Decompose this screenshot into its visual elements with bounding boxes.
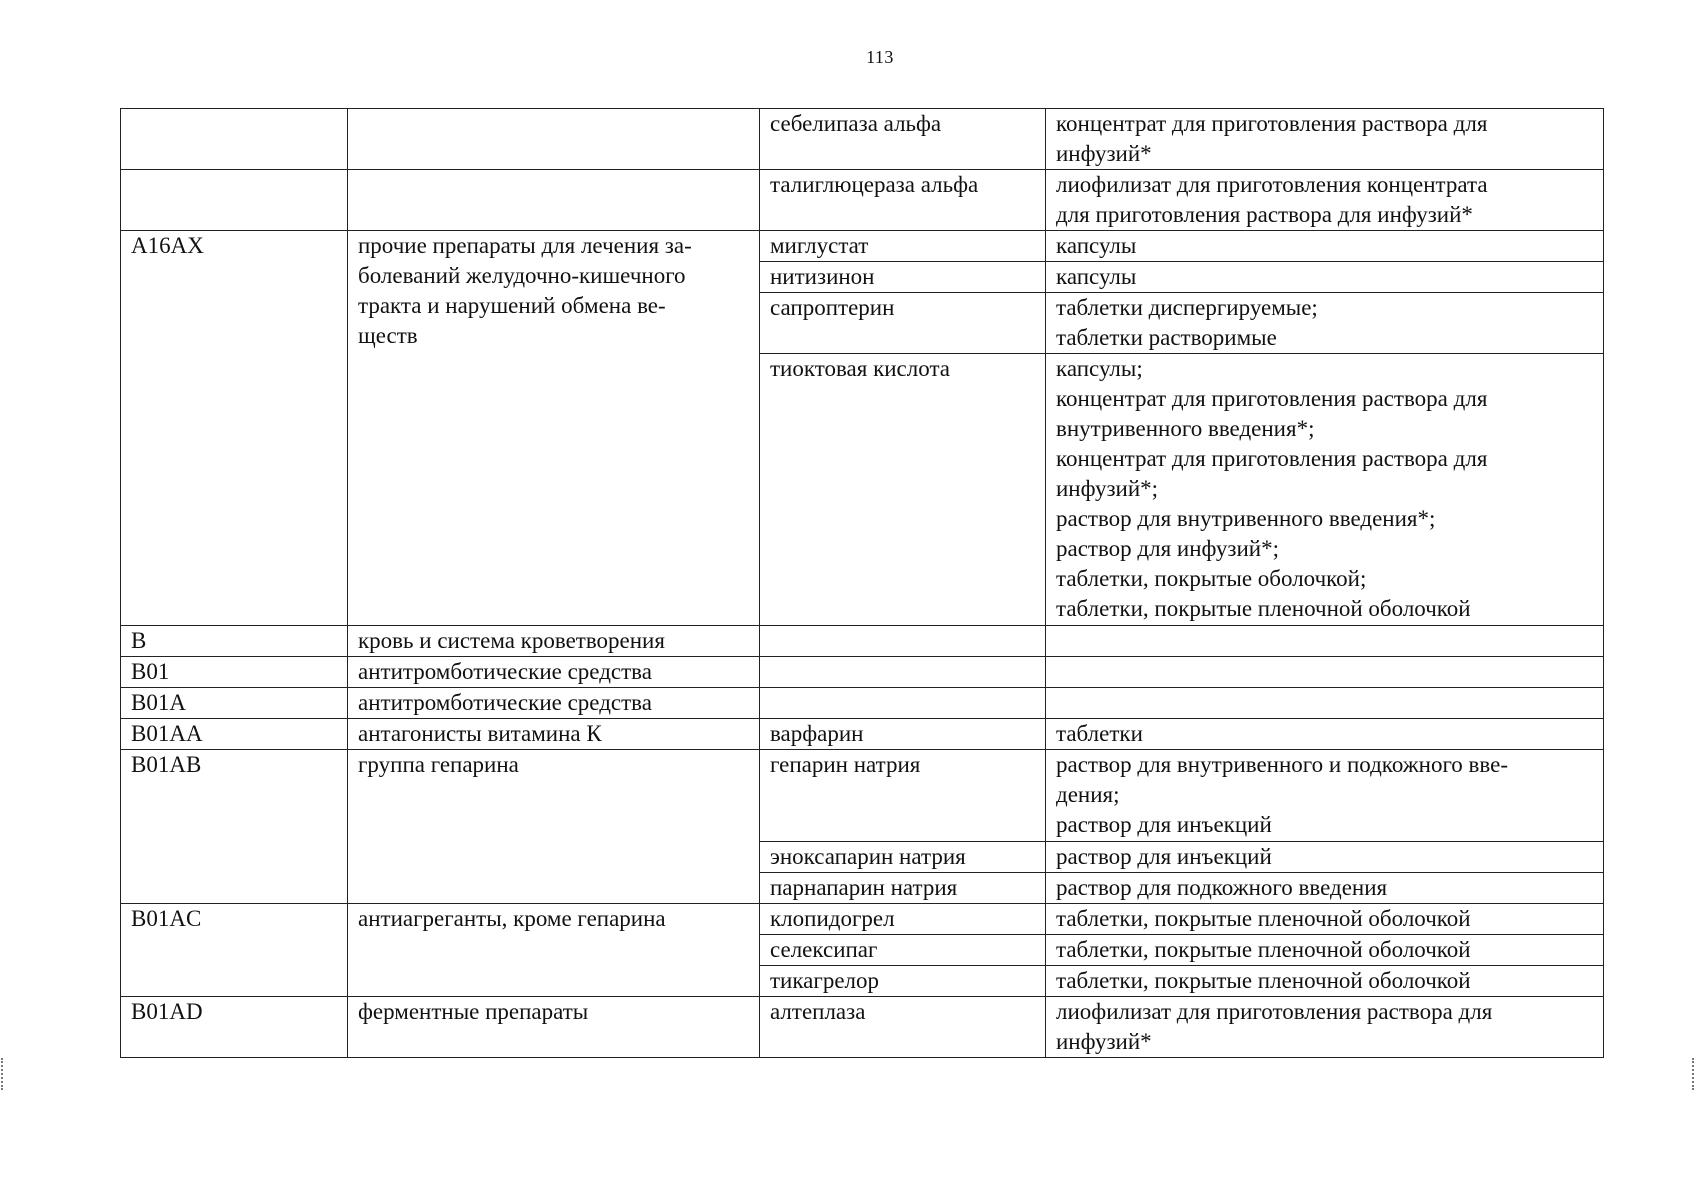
atc-code-cell: B bbox=[121, 626, 348, 657]
dosage-form-line: лиофилизат для приготовления раствора для bbox=[1056, 999, 1493, 1024]
dosage-forms-cell bbox=[1046, 688, 1604, 719]
dosage-forms-cell bbox=[1046, 750, 1604, 842]
drug-name-cell: селексипаг bbox=[760, 935, 1046, 966]
atc-code-cell: B01A bbox=[121, 688, 348, 719]
table-row bbox=[121, 997, 1604, 1058]
atc-code-cell: B01AA bbox=[121, 719, 348, 750]
drug-name-cell: талиглюцераза альфа bbox=[760, 170, 1046, 231]
dosage-forms-cell bbox=[1046, 657, 1604, 688]
group-name-cell: антагонисты витамина К bbox=[348, 719, 760, 750]
group-name-cell: антитромботические средства bbox=[348, 688, 760, 719]
dosage-form-line: раствор для инъекций bbox=[1056, 812, 1272, 837]
dosage-forms-cell bbox=[1046, 170, 1604, 231]
drug-name-cell: парнапарин натрия bbox=[760, 873, 1046, 904]
dosage-forms-cell bbox=[1046, 293, 1604, 354]
table-row bbox=[121, 719, 1604, 750]
dosage-forms-cell: капсулы bbox=[1046, 231, 1604, 262]
dosage-form-line: дения; bbox=[1056, 782, 1120, 807]
dosage-form-line: лиофилизат для приготовления концентрата bbox=[1056, 172, 1488, 197]
atc-code-cell: A16AX bbox=[121, 231, 348, 626]
drug-name-cell: себелипаза альфа bbox=[760, 109, 1046, 170]
group-name-line: болеваний желудочно-кишечного bbox=[358, 263, 686, 288]
group-name-cell: кровь и система кроветворения bbox=[348, 626, 760, 657]
dosage-forms-cell: капсулы bbox=[1046, 262, 1604, 293]
dosage-form-line: внутривенного введения*; bbox=[1056, 416, 1315, 441]
table-row bbox=[121, 626, 1604, 657]
atc-code-cell: B01AD bbox=[121, 997, 348, 1058]
dosage-form-line: для приготовления раствора для инфузий* bbox=[1056, 202, 1473, 227]
dosage-form-line: раствор для внутривенного и подкожного вве- bbox=[1056, 752, 1509, 777]
drug-name-cell: тиоктовая кислота bbox=[760, 354, 1046, 626]
dosage-forms-cell: таблетки, покрытые пленочной оболочкой bbox=[1046, 966, 1604, 997]
dosage-form-line: таблетки растворимые bbox=[1056, 325, 1277, 350]
table-row bbox=[121, 688, 1604, 719]
dosage-forms-cell bbox=[1046, 109, 1604, 170]
group-name-cell: антитромботические средства bbox=[348, 657, 760, 688]
dosage-forms-cell: таблетки, покрытые пленочной оболочкой bbox=[1046, 904, 1604, 935]
group-name-cell: ферментные препараты bbox=[348, 997, 760, 1058]
atc-code-cell: B01AB bbox=[121, 750, 348, 904]
group-name-line: ществ bbox=[358, 323, 418, 348]
table-row bbox=[121, 231, 1604, 262]
atc-code-cell bbox=[121, 109, 348, 170]
dosage-form-line: таблетки диспергируемые; bbox=[1056, 295, 1318, 320]
dosage-form-line: раствор для инфузий*; bbox=[1056, 536, 1279, 561]
atc-code-cell: B01AC bbox=[121, 904, 348, 997]
scan-edge-mark bbox=[1692, 1058, 1696, 1090]
table-row bbox=[121, 170, 1604, 231]
drug-name-cell bbox=[760, 626, 1046, 657]
drug-name-cell: алтеплаза bbox=[760, 997, 1046, 1058]
drug-name-cell: нитизинон bbox=[760, 262, 1046, 293]
drug-name-cell bbox=[760, 688, 1046, 719]
group-name-cell bbox=[348, 231, 760, 626]
dosage-forms-cell: раствор для инъекций bbox=[1046, 842, 1604, 873]
medicines-table bbox=[120, 108, 1604, 1058]
group-name-cell: антиагреганты, кроме гепарина bbox=[348, 904, 760, 997]
drug-name-cell: миглустат bbox=[760, 231, 1046, 262]
dosage-form-line: инфузий* bbox=[1056, 1029, 1152, 1054]
atc-code-cell bbox=[121, 170, 348, 231]
table-row bbox=[121, 904, 1604, 935]
drug-name-cell: варфарин bbox=[760, 719, 1046, 750]
drug-name-cell bbox=[760, 657, 1046, 688]
drug-name-cell: сапроптерин bbox=[760, 293, 1046, 354]
scan-edge-mark bbox=[1, 1058, 5, 1090]
table-row bbox=[121, 657, 1604, 688]
group-name-cell bbox=[348, 109, 760, 170]
dosage-form-line: таблетки, покрытые пленочной оболочкой bbox=[1056, 596, 1471, 621]
dosage-form-line: капсулы; bbox=[1056, 356, 1143, 381]
dosage-form-line: инфузий*; bbox=[1056, 476, 1159, 501]
dosage-form-line: концентрат для приготовления раствора для bbox=[1056, 386, 1488, 411]
dosage-form-line: инфузий* bbox=[1056, 141, 1152, 166]
dosage-forms-cell: раствор для подкожного введения bbox=[1046, 873, 1604, 904]
dosage-forms-cell bbox=[1046, 354, 1604, 626]
drug-name-cell: клопидогрел bbox=[760, 904, 1046, 935]
group-name-line: тракта и нарушений обмена ве- bbox=[358, 293, 666, 318]
group-name-cell: группа гепарина bbox=[348, 750, 760, 904]
dosage-form-line: концентрат для приготовления раствора для bbox=[1056, 111, 1488, 136]
atc-code-cell: B01 bbox=[121, 657, 348, 688]
page-number: 113 bbox=[866, 47, 894, 67]
table-row bbox=[121, 109, 1604, 170]
dosage-forms-cell bbox=[1046, 626, 1604, 657]
dosage-form-line: концентрат для приготовления раствора для bbox=[1056, 446, 1488, 471]
table-row bbox=[121, 750, 1604, 842]
group-name-line: прочие препараты для лечения за- bbox=[358, 233, 692, 258]
dosage-form-line: таблетки, покрытые оболочкой; bbox=[1056, 566, 1367, 591]
dosage-forms-cell: таблетки, покрытые пленочной оболочкой bbox=[1046, 935, 1604, 966]
group-name-cell bbox=[348, 170, 760, 231]
drug-name-cell: тикагрелор bbox=[760, 966, 1046, 997]
drug-name-cell: гепарин натрия bbox=[760, 750, 1046, 842]
dosage-forms-cell: таблетки bbox=[1046, 719, 1604, 750]
dosage-forms-cell bbox=[1046, 997, 1604, 1058]
drug-name-cell: эноксапарин натрия bbox=[760, 842, 1046, 873]
dosage-form-line: раствор для внутривенного введения*; bbox=[1056, 506, 1436, 531]
